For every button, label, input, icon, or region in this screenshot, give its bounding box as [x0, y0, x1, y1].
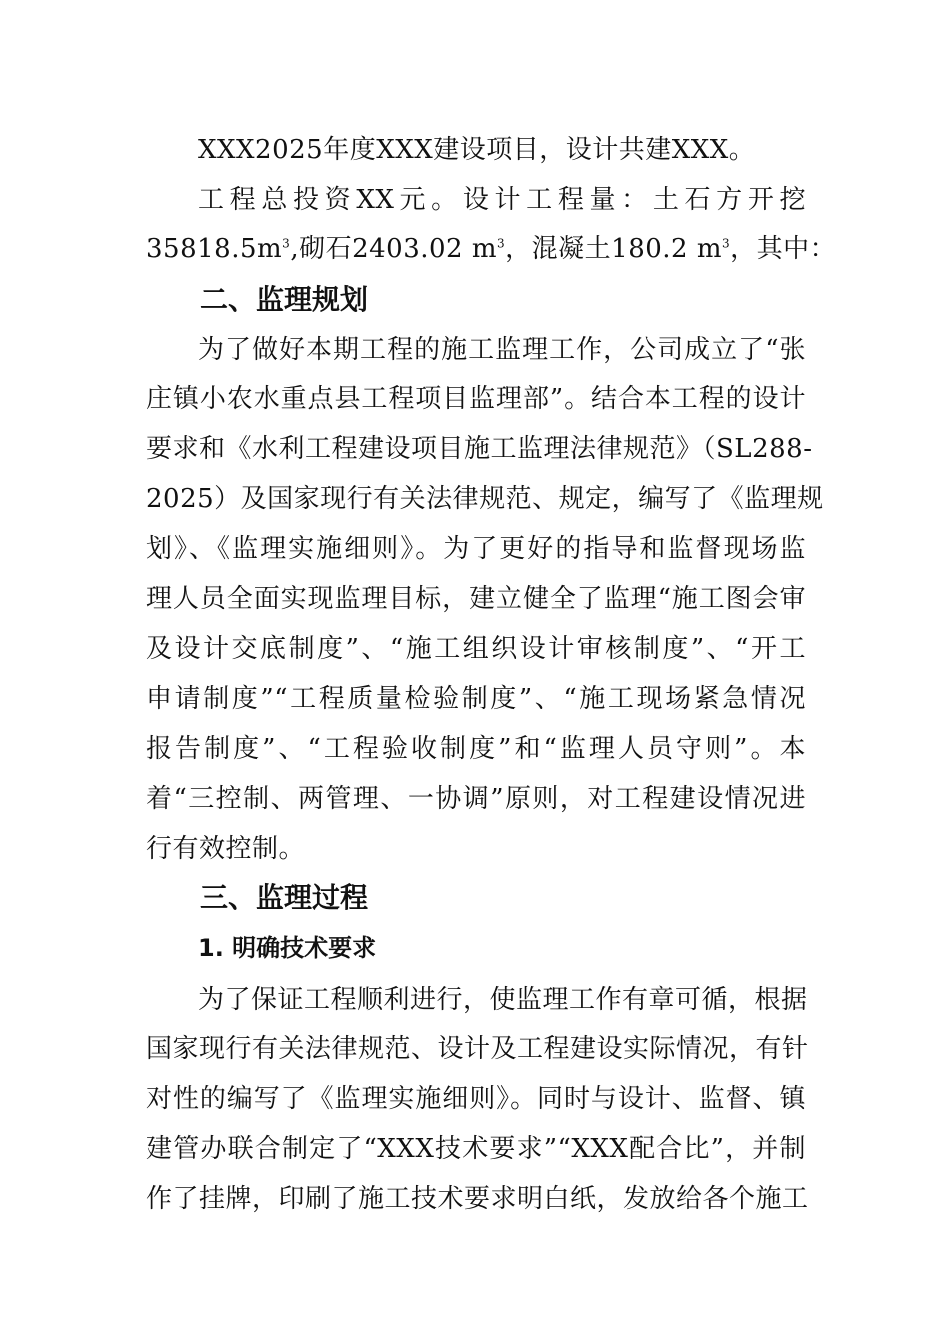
- paragraph-line: 对性的编写了《监理实施细则》。同时与设计、监督、镇: [146, 1084, 806, 1114]
- paragraph-line: 为了做好本期工程的施工监理工作，公司成立了“张: [198, 335, 806, 365]
- subsection-heading: 1. 明确技术要求: [198, 934, 377, 962]
- paragraph-line: 要求和《水利工程建设项目施工监理法律规范》（SL288-: [146, 434, 813, 464]
- paragraph-line: 为了保证工程顺利进行，使监理工作有章可循，根据: [198, 985, 808, 1015]
- quantity-earthwork: 35818.5m: [146, 234, 283, 264]
- paragraph-line: 庄镇小农水重点县工程项目监理部”。结合本工程的设计: [146, 384, 806, 414]
- paragraph-line: 及设计交底制度”、“施工组织设计审核制度”、“开工: [146, 634, 806, 664]
- paragraph-line: 申请制度”“工程质量检验制度”、“施工现场紧急情况: [146, 684, 806, 714]
- paragraph-line: 报告制度”、“工程验收制度”和“监理人员守则”。本: [146, 734, 806, 764]
- quantity-concrete: ，混凝土180.2 m: [505, 234, 723, 264]
- overview-line-3: [146, 232, 837, 266]
- overview-line-1: XXX2025年度XXX建设项目，设计共建XXX。: [198, 135, 756, 165]
- paragraph-line: 划》、《监理实施细则》。为了更好的指导和监督现场监: [146, 534, 806, 564]
- overview-line-2: 工程总投资XX元。设计工程量：土石方开挖: [198, 185, 806, 215]
- paragraph-line: 建管办联合制定了“XXX技术要求”“XXX配合比”，并制: [146, 1134, 806, 1164]
- paragraph-line: 国家现行有关法律规范、设计及工程建设实际情况，有针: [146, 1034, 809, 1064]
- paragraph-line: 理人员全面实现监理目标，建立健全了监理“施工图会审: [146, 584, 806, 614]
- section-heading-plan: 二、监理规划: [200, 283, 369, 316]
- quantity-masonry: ,砌石2403.02 m: [290, 234, 498, 264]
- paragraph-line: 行有效控制。: [146, 834, 306, 864]
- paragraph-line: 作了挂牌，印刷了施工技术要求明白纸，发放给各个施工: [146, 1184, 809, 1214]
- unit-superscript: 3: [497, 236, 506, 251]
- quantity-tail: ，其中：: [730, 234, 837, 264]
- paragraph-line: 着“三控制、两管理、一协调”原则，对工程建设情况进: [146, 784, 806, 814]
- paragraph-line: 2025）及国家现行有关法律规范、规定，编写了《监理规: [146, 484, 824, 514]
- section-heading-process: 三、监理过程: [200, 881, 369, 914]
- unit-superscript: 3: [722, 236, 731, 251]
- unit-superscript: 3: [282, 236, 291, 251]
